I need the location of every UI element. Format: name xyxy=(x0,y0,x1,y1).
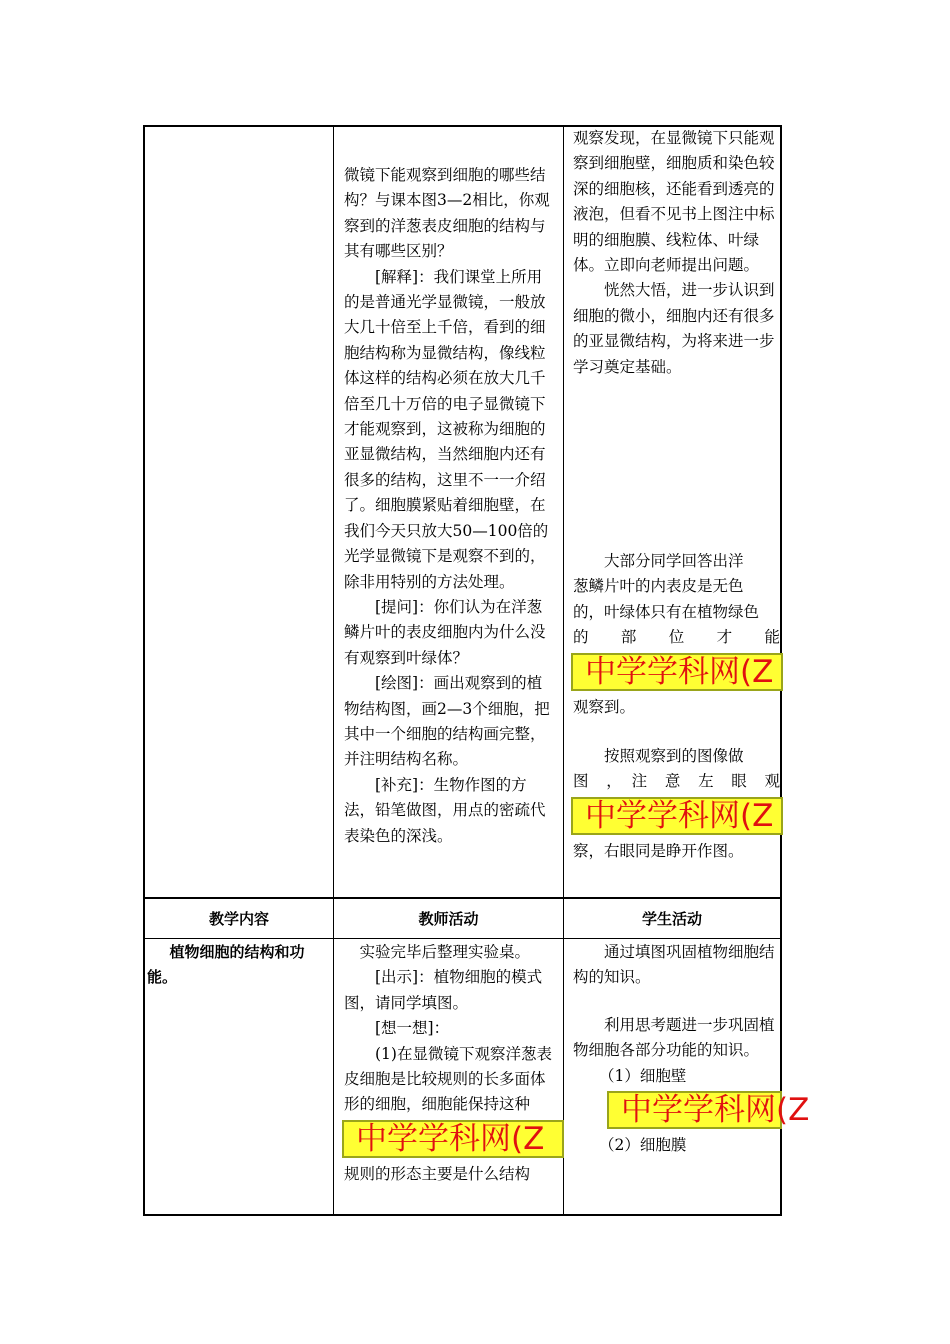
student-line: 葱鳞片叶的内表皮是无色 xyxy=(573,577,744,596)
student-line: 按照观察到的图像做 xyxy=(604,747,744,766)
watermark-banner: 中学学科网(Z xyxy=(607,1091,782,1129)
top-student-cell-lower xyxy=(573,549,780,864)
header-teacher: 教师活动 xyxy=(418,910,479,928)
column-divider-2 xyxy=(563,125,564,1216)
top-student-cell xyxy=(573,126,780,380)
teacher-paragraph: [补充]：生物作图的方法，铅笔做图，用点的密疏代表染色的深浅。 xyxy=(344,775,546,845)
student-line: 的，叶绿体只有在植物绿色 xyxy=(573,602,760,621)
teacher-paragraph: 微镜下能观察到细胞的哪些结构？与课本图3—2相比，你观察到的洋葱表皮细胞的结构与其有哪些区别？ xyxy=(344,166,550,261)
bottom-content-cell xyxy=(147,940,329,990)
student-line: 图 ， 注 意 左 眼 观 xyxy=(573,772,780,791)
header-content: 教学内容 xyxy=(208,910,269,928)
student-paragraph: 通过填图巩固植物细胞结构的知识。 xyxy=(573,943,775,987)
teacher-paragraph: (1)在显微镜下观察洋葱表皮细胞是比较规则的长多面体形的细胞，细胞能保持这种 xyxy=(344,1044,552,1114)
teacher-paragraph: [绘图]：画出观察到的植物结构图，画2—3个细胞，把其中一个细胞的结构画完整，并注明结构名称。 xyxy=(344,674,550,769)
lesson-plan-table xyxy=(143,125,810,1216)
student-line: 察，右眼同是睁开作图。 xyxy=(573,841,744,860)
table-border-bottom xyxy=(143,1214,782,1216)
student-list-item: （2）细胞膜 xyxy=(599,1136,687,1155)
watermark-banner: 中学学科网(Z xyxy=(342,1120,564,1158)
watermark-banner: 中学学科网(Z xyxy=(571,797,783,835)
teacher-paragraph: 实验完毕后整理实验桌。 xyxy=(359,943,531,961)
row-divider-header xyxy=(143,938,782,939)
header-student: 学生活动 xyxy=(641,910,702,928)
top-teacher-cell xyxy=(344,163,556,849)
row-divider-top xyxy=(143,897,782,899)
student-paragraph: 利用思考题进一步巩固植物细胞各部分功能的知识。 xyxy=(573,1015,775,1060)
teacher-paragraph: [出示]：植物细胞的模式图，请同学填图。 xyxy=(344,968,543,1012)
table-border-left xyxy=(143,125,145,1216)
column-divider-1 xyxy=(333,125,334,1216)
teacher-paragraph: [解释]：我们课堂上所用的是普通光学显微镜，一般放大几十倍至上千倍，看到的细胞结构称为显微结构，像线粒体这样的结构必须在放大几千倍至几十万倍的电子显微镜下才能观察到，这被称为细胞的亚显微结构，当然细胞内还有很多的结构，这里不一一介绍了。细胞膜紧贴着细胞壁，在我们今天只放大50—100倍的光学显微镜下是观察不到的，除非用特别的方法处理。 xyxy=(344,267,549,591)
teacher-paragraph: 规则的形态主要是什么结构 xyxy=(344,1164,531,1183)
student-line: 观察到。 xyxy=(573,697,636,716)
student-list-item: （1）细胞壁 xyxy=(599,1066,687,1085)
spacer xyxy=(573,720,780,744)
bottom-student-cell xyxy=(573,940,810,1158)
teacher-paragraph: [提问]：你们认为在洋葱鳞片叶的表皮细胞内为什么没有观察到叶绿体？ xyxy=(344,597,546,667)
bottom-teacher-cell xyxy=(344,940,556,1187)
watermark-banner: 中学学科网(Z xyxy=(571,653,783,691)
student-paragraph: 观察发现，在显微镜下只能观察到细胞壁，细胞质和染色较深的细胞核，还能看到透亮的液泡，但看不见书上图注中标明的细胞膜、线粒体、叶绿体。立即向老师提出问题。 xyxy=(573,129,775,275)
student-line: 大部分同学回答出洋 xyxy=(604,552,744,570)
spacer xyxy=(573,991,780,1013)
topic-text: 植物细胞的结构和功能。 xyxy=(147,943,305,986)
student-line: 的 部 位 才 能 xyxy=(573,628,780,647)
teacher-paragraph: [想一想]： xyxy=(375,1019,450,1038)
student-paragraph: 恍然大悟，进一步认识到细胞的微小，细胞内还有很多的亚显微结构，为将来进一步学习奠定基础。 xyxy=(573,281,775,376)
